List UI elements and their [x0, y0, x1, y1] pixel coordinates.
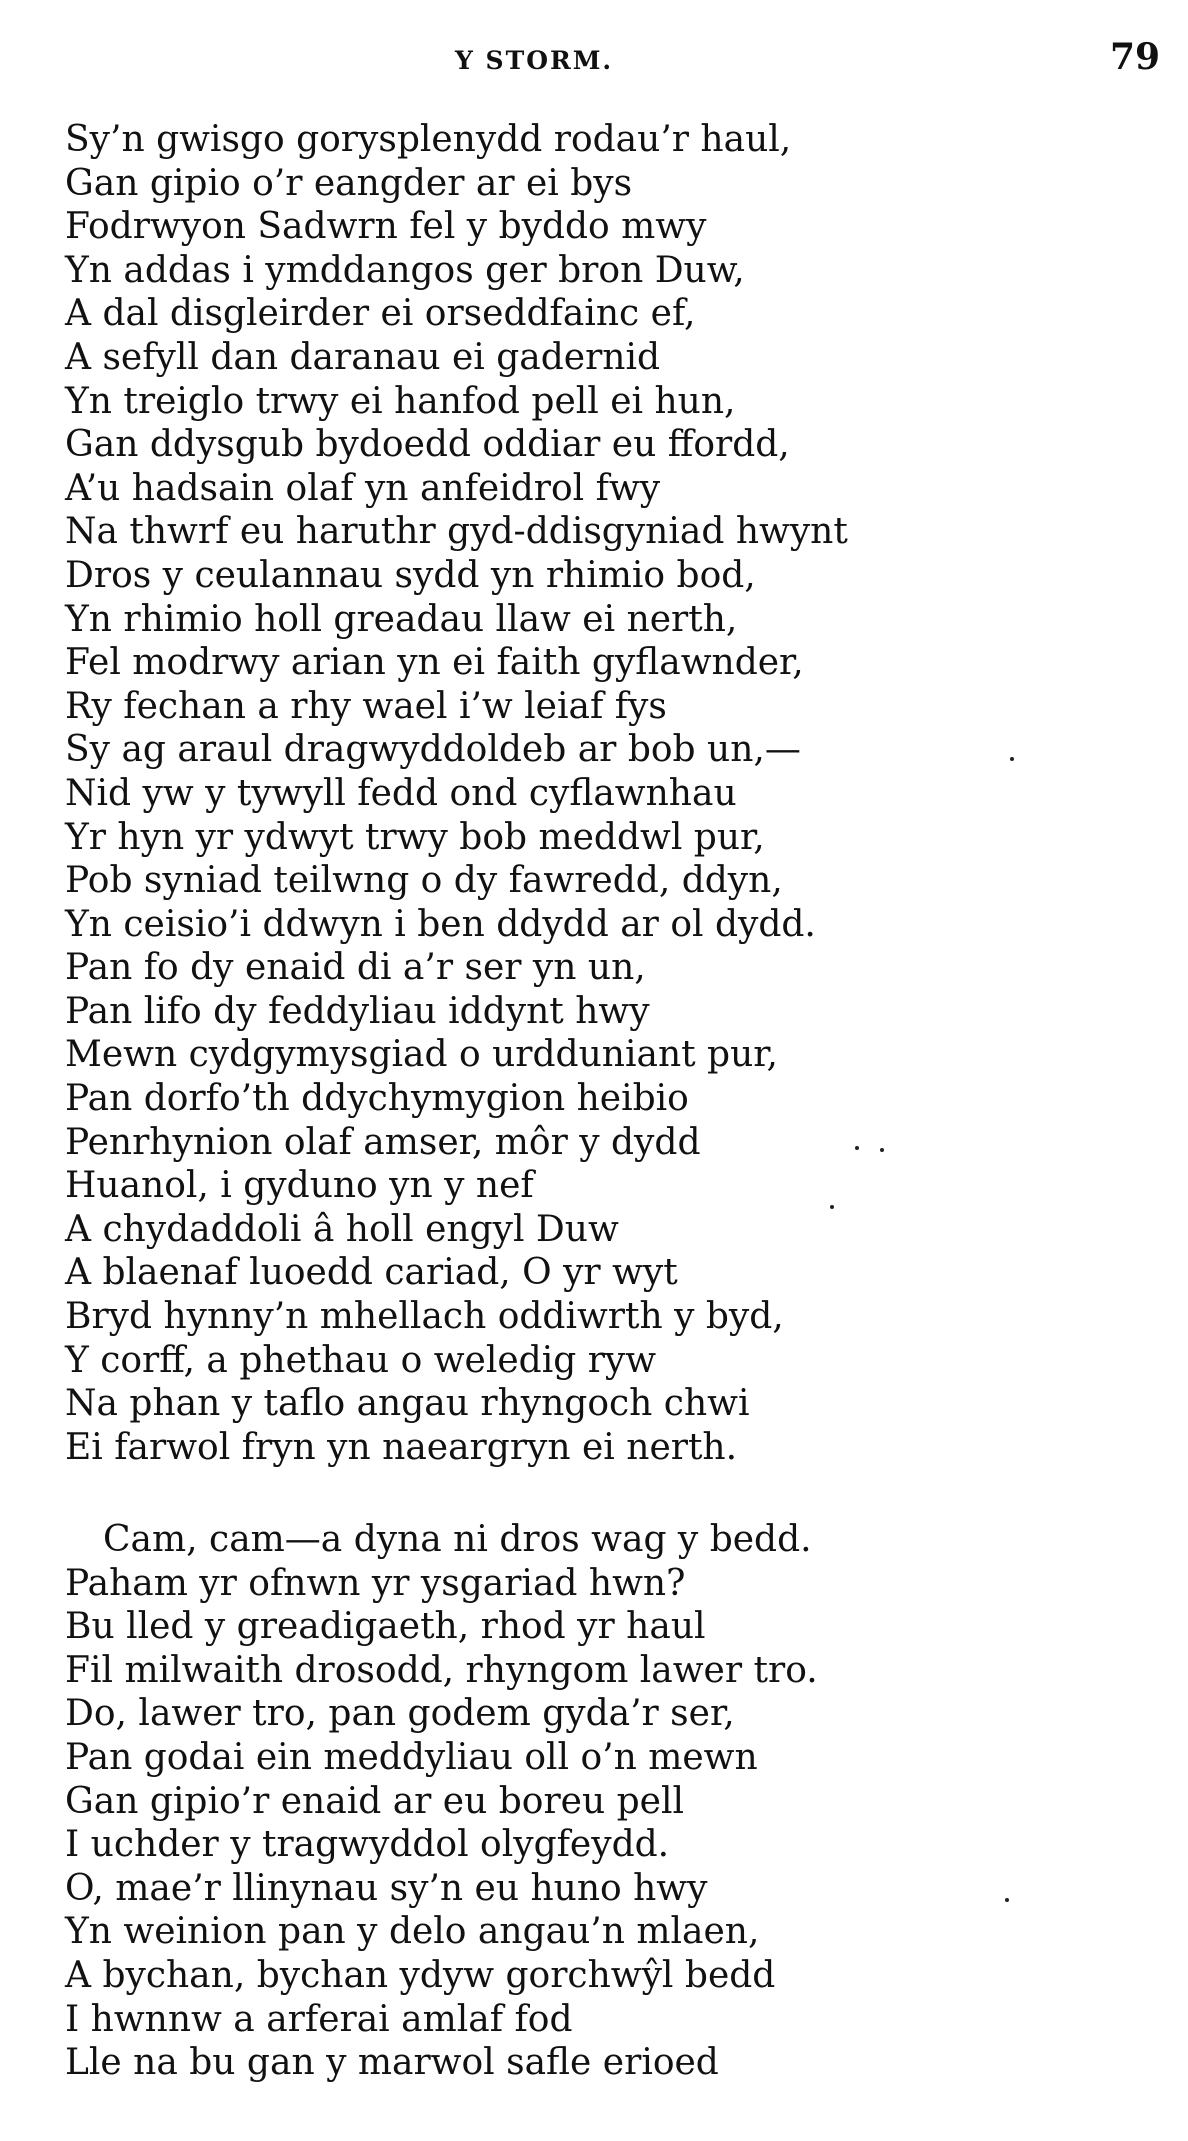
print-speck: [1010, 757, 1014, 761]
print-speck: [880, 1148, 884, 1152]
verse-line: A’u hadsain olaf yn anfeidrol fwy: [65, 467, 661, 509]
verse-line: Pan fo dy enaid di a’r ser yn un,: [65, 947, 646, 989]
stanza-2: [65, 1518, 1105, 2085]
running-title: Y STORM.: [455, 46, 614, 75]
verse-line: Ry fechan a rhy wael i’w leiaf fys: [65, 685, 667, 727]
verse-line: Fel modrwy arian yn ei faith gyflawnder,: [65, 642, 804, 684]
verse-line: Huanol, i gyduno yn y nef: [65, 1165, 534, 1207]
verse-line: Yn weinion pan y delo angau’n mlaen,: [65, 1911, 760, 1953]
verse-line: Yn addas i ymddangos ger bron Duw,: [65, 249, 745, 291]
verse-line: Lle na bu gan y marwol safle erioed: [65, 2042, 719, 2084]
verse-line: Bryd hynny’n mhellach oddiwrth y byd,: [65, 1296, 784, 1338]
verse-line: Yr hyn yr ydwyt trwy bob meddwl pur,: [65, 816, 765, 858]
verse-line: Dros y ceulannau sydd yn rhimio bod,: [65, 554, 756, 596]
verse-line: I hwnnw a arferai amlaf fod: [65, 1998, 573, 2040]
verse-line: A chydaddoli â holl engyl Duw: [65, 1208, 619, 1250]
verse-line: Do, lawer tro, pan godem gyda’r ser,: [65, 1693, 735, 1735]
verse-line: Gan ddysgub bydoedd oddiar eu ffordd,: [65, 424, 790, 466]
page-number: 79: [1110, 36, 1161, 78]
stanza-1: [65, 118, 1105, 1469]
verse-line: Sy’n gwisgo gorysplenydd rodau’r haul,: [65, 119, 792, 160]
running-head: [0, 36, 1188, 86]
print-speck: [1005, 1898, 1009, 1902]
verse-line: Sy ag araul dragwyddoldeb ar bob un,—: [65, 729, 801, 771]
verse-line: Bu lled y greadigaeth, rhod yr haul: [65, 1606, 706, 1648]
verse-line: Yn rhimio holl greadau llaw ei nerth,: [65, 598, 738, 640]
verse-line: Ei farwol fryn yn naeargryn ei nerth.: [65, 1426, 738, 1468]
verse-line: Yn ceisio’i ddwyn i ben ddydd ar ol dydd.: [65, 903, 816, 945]
verse-line: Cam, cam—a dyna ni dros wag y bedd.: [103, 1519, 812, 1560]
verse-line: Gan gipio’r enaid ar eu boreu pell: [65, 1780, 684, 1822]
print-speck: [830, 1205, 834, 1209]
verse-line: Gan gipio o’r eangder ar ei bys: [65, 162, 633, 204]
verse-line: A blaenaf luoedd cariad, O yr wyt: [65, 1252, 678, 1294]
verse-line: Pan dorfo’th ddychymygion heibio: [65, 1078, 689, 1120]
verse-line: Fil milwaith drosodd, rhyngom lawer tro.: [65, 1649, 818, 1691]
print-speck: [855, 1146, 859, 1150]
verse-line: Fodrwyon Sadwrn fel y byddo mwy: [65, 206, 707, 248]
verse-line: Penrhynion olaf amser, môr y dydd: [65, 1121, 701, 1163]
verse-line: Mewn cydgymysgiad o urdduniant pur,: [65, 1034, 778, 1076]
verse-line: Paham yr ofnwn yr ysgariad hwn?: [65, 1562, 686, 1604]
verse-line: Yn treiglo trwy ei hanfod pell ei hun,: [65, 380, 736, 422]
verse-line: A bychan, bychan ydyw gorchwŷl bedd: [65, 1954, 776, 1996]
verse-line: A sefyll dan daranau ei gadernid: [65, 336, 661, 378]
verse-line: Pan godai ein meddyliau oll o’n mewn: [65, 1736, 758, 1778]
verse-line: Pob syniad teilwng o dy fawredd, ddyn,: [65, 860, 783, 902]
verse-line: Nid yw y tywyll fedd ond cyflawnhau: [65, 772, 737, 814]
verse-line: Pan lifo dy feddyliau iddynt hwy: [65, 990, 650, 1032]
verse-line: I uchder y tragwyddol olygfeydd.: [65, 1824, 670, 1866]
verse-line: Na thwrf eu haruthr gyd-ddisgyniad hwynt: [65, 511, 848, 553]
verse-line: Y corff, a phethau o weledig ryw: [65, 1339, 657, 1381]
verse-line: A dal disgleirder ei orseddfainc ef,: [65, 293, 696, 335]
verse-line: O, mae’r llinynau sy’n eu huno hwy: [65, 1867, 708, 1909]
verse-line: Na phan y taflo angau rhyngoch chwi: [65, 1383, 750, 1425]
